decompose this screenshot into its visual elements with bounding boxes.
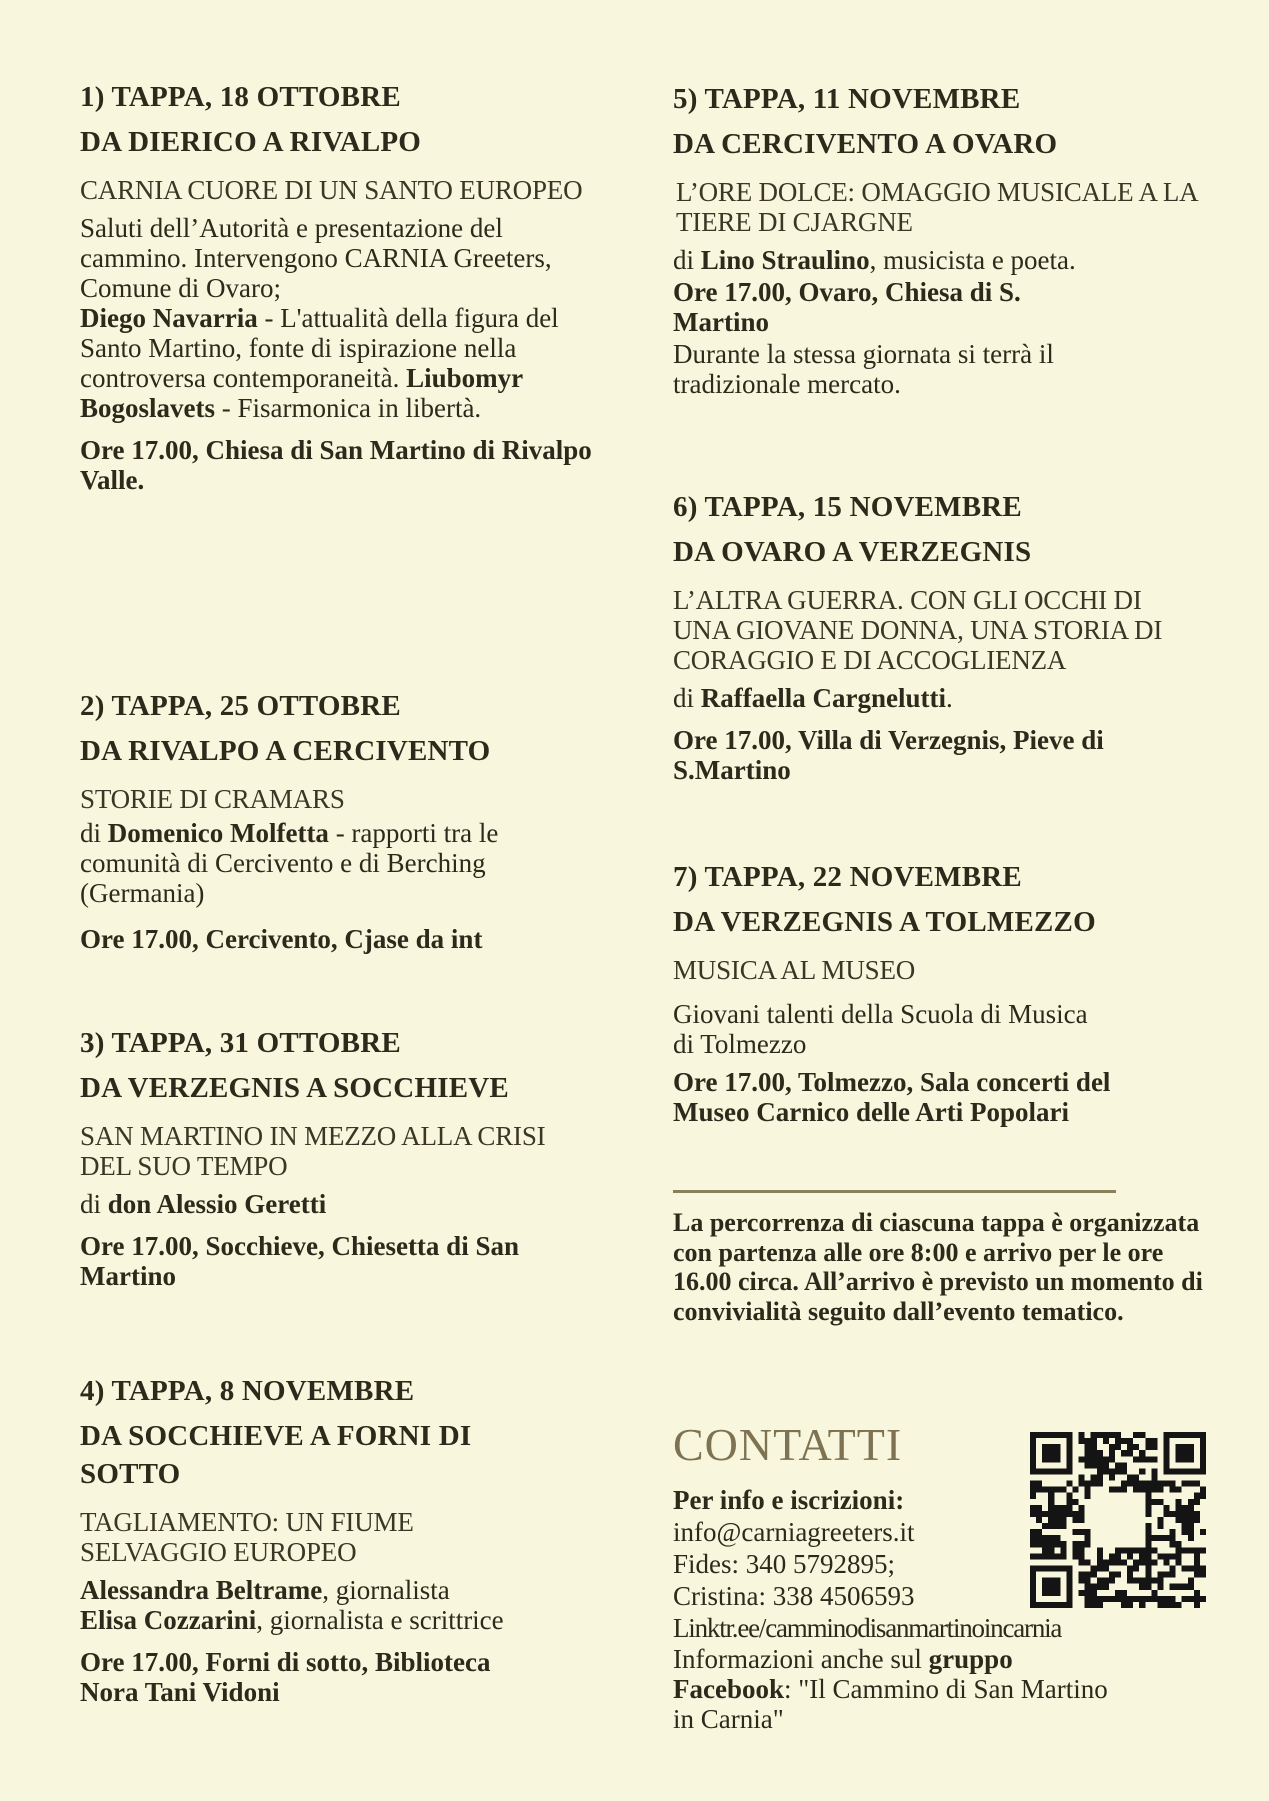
stage-body: [80, 1189, 600, 1219]
stage-place: Ore 17.00, Villa di Verzegnis, Pieve di S.Martino: [673, 725, 1104, 785]
stage-place: Ore 17.00, Socchieve, Chiesetta di San Martino: [80, 1231, 519, 1291]
body-text-run: Giovani talenti della Scuola di Musica di Tolmezzo: [673, 999, 1088, 1059]
schedule-note: La percorrenza di ciascuna tappa è organizzata con partenza alle ore 8:00 e arrivo per le ore 16.00 circa. All’arrivo è previsto un momento di convivialità seguito dall’evento tematico.: [673, 1208, 1203, 1326]
stage-subtitle: L’ALTRA GUERRA. CON GLI OCCHI DI UNA GIOVANE DONNA, UNA STORIA DI CORAGGIO E DI ACCOGLIENZA: [673, 585, 1163, 675]
stage-5: [673, 80, 1233, 399]
body-text-run: .: [945, 683, 953, 713]
stage-body: [673, 999, 1113, 1059]
stage-route: DA RIVALPO A CERCIVENTO: [80, 735, 491, 767]
facebook-group-name: : "Il Cammino di San Martino in Carnia": [673, 1674, 1108, 1734]
stage-title: 6) TAPPA, 15 NOVEMBRE: [673, 491, 1022, 523]
stage-title: 2) TAPPA, 25 OTTOBRE: [80, 690, 401, 722]
stage-subtitle: MUSICA AL MUSEO: [673, 955, 916, 985]
body-text-run: , giornalista e scrittrice: [256, 1605, 504, 1635]
stage-subtitle: CARNIA CUORE DI UN SANTO EUROPEO: [80, 175, 583, 205]
stage-place: Ore 17.00, Tolmezzo, Sala concerti del Museo Carnico delle Arti Popolari: [673, 1067, 1111, 1127]
person-name: don Alessio Geretti: [107, 1189, 327, 1219]
contacts-heading: CONTATTI: [673, 1419, 903, 1470]
person-name: Lino Straulino: [700, 245, 870, 275]
stage-subtitle: L’ORE DOLCE: OMAGGIO MUSICALE A LA TIERE DI CJARGNE: [676, 177, 1197, 237]
stage-3: [80, 1024, 600, 1291]
stage-place: Ore 17.00, Ovaro, Chiesa di S. Martino: [673, 277, 1021, 337]
stage-title: 3) TAPPA, 31 OTTOBRE: [80, 1027, 401, 1059]
body-text-run: , giornalista: [322, 1575, 450, 1605]
section-divider: [673, 1190, 1116, 1193]
body-text-run: Saluti dell’Autorità e presentazione del cammino. Intervengono CARNIA Greeters, Comune di Ovaro;: [80, 213, 552, 303]
body-text-run: di: [673, 683, 701, 713]
stage-body: [80, 818, 600, 908]
stage-route: DA DIERICO A RIVALPO: [80, 126, 422, 158]
info-label: Per info e iscrizioni:: [673, 1485, 905, 1515]
stage-2: [80, 687, 600, 954]
stage-title: 5) TAPPA, 11 NOVEMBRE: [673, 83, 1021, 115]
stage-4: [80, 1372, 600, 1707]
linktree-link[interactable]: Linktr.ee/camminodisanmartinoincarnia: [673, 1613, 1062, 1643]
stage-route: DA SOCCHIEVE A FORNI DI SOTTO: [80, 1420, 472, 1490]
stage-body: [80, 213, 600, 423]
person-name: Elisa Cozzarini: [80, 1605, 257, 1635]
email-link[interactable]: info@carniagreeters.it: [673, 1517, 915, 1547]
person-name: Liubomyr Bogoslavets: [80, 363, 523, 423]
facebook-prefix: Informazioni anche sul: [673, 1644, 929, 1674]
stage-title: 7) TAPPA, 22 NOVEMBRE: [673, 861, 1022, 893]
person-name: Alessandra Beltrame: [80, 1575, 323, 1605]
stage-place: Ore 17.00, Forni di sotto, Biblioteca Nora Tani Vidoni: [80, 1647, 491, 1707]
body-text-run: - L'attualità della figura del Santo Martino, fonte di ispirazione nella controversa contemporaneità.: [80, 303, 559, 393]
stage-subtitle: SAN MARTINO IN MEZZO ALLA CRISI DEL SUO TEMPO: [80, 1121, 546, 1181]
stage-route: DA OVARO A VERZEGNIS: [673, 536, 1032, 568]
stage-place: Ore 17.00, Cercivento, Cjase da int: [80, 924, 483, 954]
stage-subtitle: TAGLIAMENTO: UN FIUME SELVAGGIO EUROPEO: [80, 1507, 414, 1567]
stage-place: Ore 17.00, Chiesa di San Martino di Rivalpo Valle.: [80, 435, 592, 495]
stage-body: [673, 683, 1233, 713]
stage-title: 1) TAPPA, 18 OTTOBRE: [80, 81, 401, 113]
body-text-run: - rapporti tra le comunità di Cercivento e di Berching (Germania): [80, 818, 499, 908]
person-name: Diego Navarria: [80, 303, 258, 333]
body-text-run: - Fisarmonica in libertà.: [215, 393, 482, 423]
facebook-info: [673, 1644, 1113, 1734]
person-name: Raffaella Cargnelutti: [700, 683, 946, 713]
stage-extra: Durante la stessa giornata si terrà il tradizionale mercato.: [673, 339, 1054, 399]
stage-route: DA VERZEGNIS A SOCCHIEVE: [80, 1072, 509, 1104]
phone-fides[interactable]: Fides: 340 5792895;: [673, 1549, 896, 1579]
body-text-run: di: [80, 818, 108, 848]
stage-6: [673, 488, 1233, 785]
body-text-run: , musicista e poeta.: [869, 245, 1076, 275]
stage-subtitle: STORIE DI CRAMARS: [80, 784, 345, 814]
stage-title: 4) TAPPA, 8 NOVEMBRE: [80, 1375, 415, 1407]
stage-route: DA CERCIVENTO A OVARO: [673, 128, 1058, 160]
phone-cristina[interactable]: Cristina: 338 4506593: [673, 1581, 915, 1611]
body-text-run: di: [673, 245, 701, 275]
qr-code-icon[interactable]: [1030, 1432, 1206, 1608]
facebook-group-label[interactable]: gruppo Facebook: [673, 1644, 1013, 1704]
stage-7: [673, 858, 1233, 1127]
stage-body: [80, 1575, 600, 1635]
body-text-run: di: [80, 1189, 108, 1219]
stage-body: [673, 245, 1093, 275]
person-name: Domenico Molfetta: [107, 818, 329, 848]
stage-route: DA VERZEGNIS A TOLMEZZO: [673, 906, 1096, 938]
stage-1: [80, 78, 600, 495]
